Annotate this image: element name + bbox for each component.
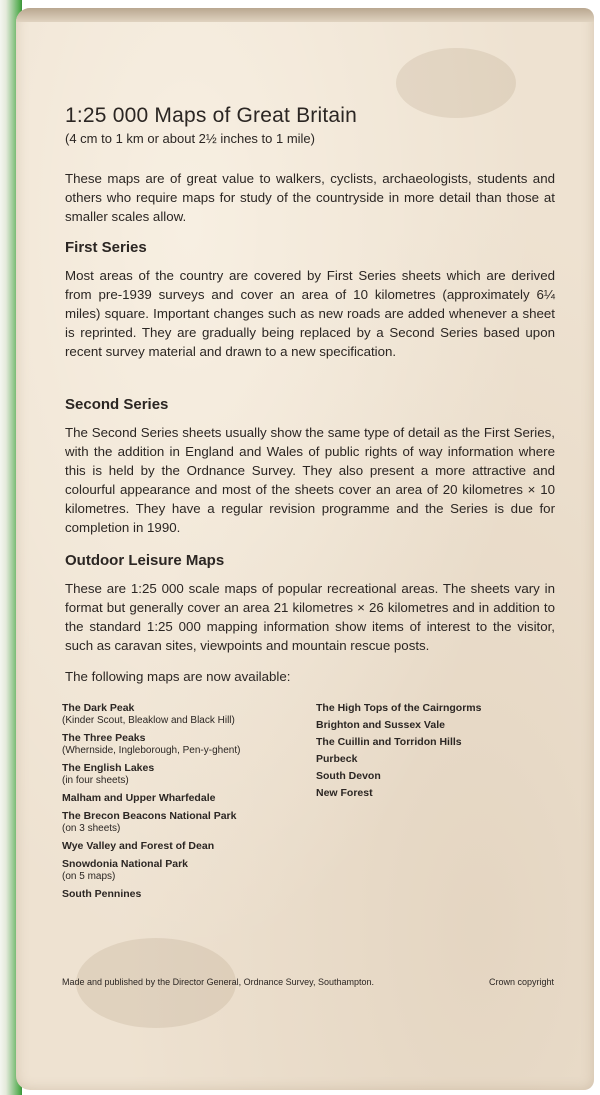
list-item: [316, 770, 556, 783]
maps-list-left-column: [62, 702, 312, 906]
page-title: 1:25 000 Maps of Great Britain: [65, 104, 357, 127]
list-item: [316, 753, 556, 766]
list-item: [316, 787, 556, 800]
map-title: South Devon: [316, 770, 381, 782]
map-title: Malham and Upper Wharfedale: [62, 792, 216, 804]
list-item: [62, 732, 312, 757]
maps-list: [62, 702, 555, 912]
map-note: (on 3 sheets): [62, 823, 121, 834]
list-item: [316, 702, 556, 715]
card-top-edge: [16, 8, 594, 22]
list-item: [62, 702, 312, 727]
map-title: Brighton and Sussex Vale: [316, 719, 445, 731]
maps-available-intro: The following maps are now available:: [65, 669, 291, 684]
map-title: Snowdonia National Park: [62, 858, 189, 870]
map-title: The Three Peaks: [62, 732, 146, 744]
map-title: The Brecon Beacons National Park: [62, 810, 237, 822]
map-title: The Dark Peak: [62, 702, 135, 714]
list-item: [62, 762, 312, 787]
map-title: New Forest: [316, 787, 373, 799]
list-item: [316, 736, 556, 749]
publisher-credit: Made and published by the Director General, Ordnance Survey, Southampton.: [62, 977, 375, 987]
map-title: Purbeck: [316, 753, 358, 765]
second-series-heading: Second Series: [65, 396, 169, 413]
outdoor-leisure-text: These are 1:25 000 scale maps of popular recreational areas. The sheets vary in format but generally cover an area 21 kilometres × 26 kilometres and in addition to the standard 1:25 000 mapping information show items of interest to the visitor, such as caravan sites, viewpoints and mountain rescue posts.: [65, 581, 555, 653]
map-cover-card: [16, 8, 594, 1090]
list-item: [316, 719, 556, 732]
page-subtitle: (4 cm to 1 km or about 2½ inches to 1 mile): [65, 131, 315, 146]
list-item: [62, 810, 312, 835]
map-title: The High Tops of the Cairngorms: [316, 702, 482, 714]
copyright-notice: Crown copyright: [488, 977, 554, 987]
second-series-text: The Second Series sheets usually show the same type of detail as the First Series, with the addition in England and Wales of public rights of way information where this is held by the Ordnance Survey. They also present a more attractive and colourful appearance and most of the sheets cover an area of 20 kilometres × 10 kilometres. They have a regular revision programme and the Series is due for completion in 1990.: [65, 425, 555, 535]
list-item: [62, 792, 312, 805]
map-note: (on 5 maps): [62, 871, 116, 882]
map-title: South Pennines: [62, 888, 142, 900]
main-content: [62, 104, 555, 912]
map-note: (Whernside, Ingleborough, Pen-y-ghent): [62, 745, 241, 756]
list-item: [62, 840, 312, 853]
map-title: The Cuillin and Torridon Hills: [316, 736, 462, 748]
intro-paragraph: These maps are of great value to walkers, cyclists, archaeologists, students and others who require maps for study of the countryside in more detail than those at smaller scales allow.: [65, 171, 555, 224]
map-note: (Kinder Scout, Bleaklow and Black Hill): [62, 715, 235, 726]
first-series-heading: First Series: [65, 239, 147, 256]
first-series-text: Most areas of the country are covered by First Series sheets which are derived from pre-1939 surveys and cover an area of 10 kilometres (approximately 6¼ miles) square. Important changes such as new roads are added whenever a sheet is reprinted. They are gradually being replaced by a Second Series based upon recent survey material and drawn to a new specification.: [65, 268, 555, 359]
map-title: The English Lakes: [62, 762, 155, 774]
maps-list-right-column: [316, 702, 556, 804]
list-item: [62, 888, 312, 901]
map-note: (in four sheets): [62, 775, 129, 786]
map-title: Wye Valley and Forest of Dean: [62, 840, 215, 852]
outdoor-leisure-heading: Outdoor Leisure Maps: [65, 552, 225, 569]
list-item: [62, 858, 312, 883]
